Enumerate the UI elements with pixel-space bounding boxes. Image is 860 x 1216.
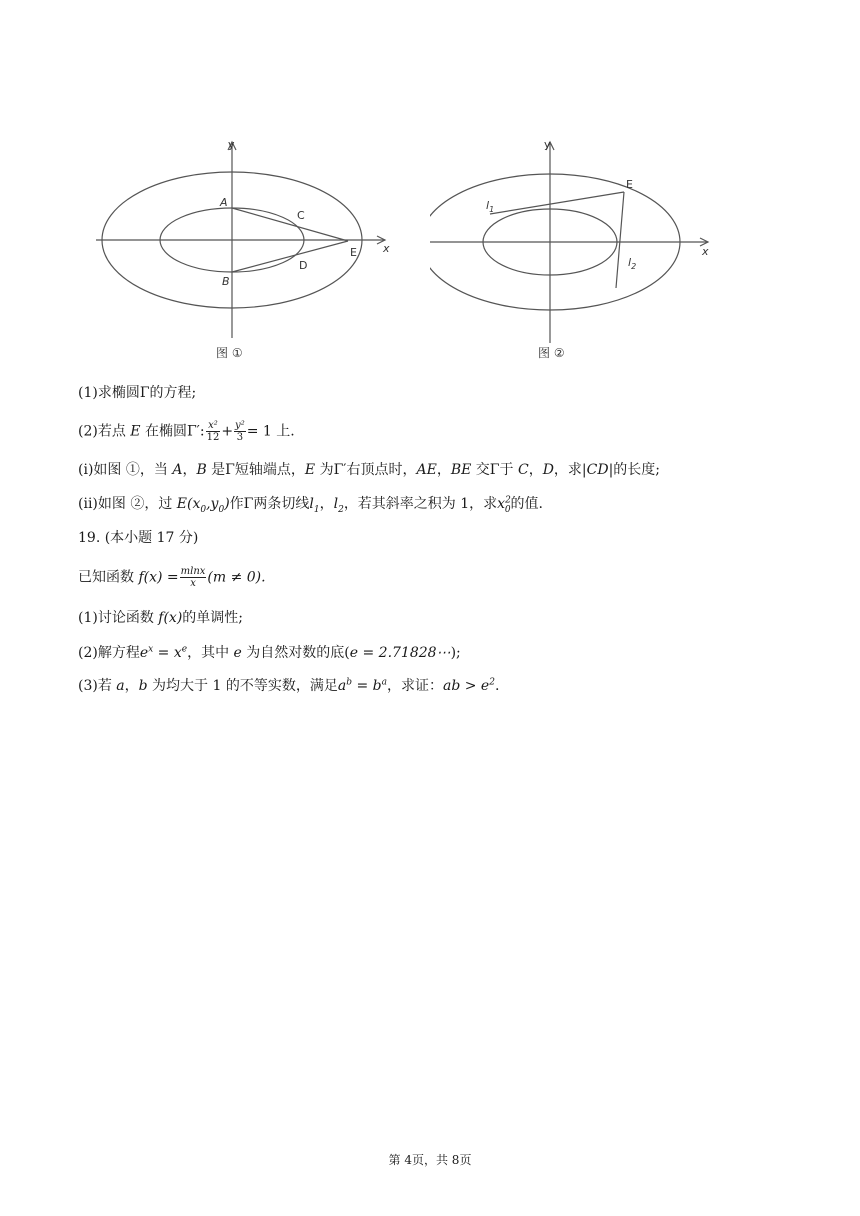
q18-part-ii: (ⅱ)如图 ②，过 $E(x_0,y_0)$作Γ两条切线$l_1$，$l_2$，若其斜率之积为 1，求$x^2_0$的值. [78, 495, 543, 515]
fig1-E-label: E [350, 246, 357, 259]
page-footer: 第 4页，共 8页 [388, 1153, 472, 1167]
line-BE [232, 241, 348, 272]
fig2-y-label: y [544, 138, 551, 151]
fig1-y-label: y [228, 138, 235, 151]
fig1-D-label: D [299, 259, 308, 272]
q19-title: 19. (本小题 17 分) [78, 530, 199, 546]
line-AE [232, 208, 348, 241]
q19-part2: (2)解方程$e^x = x^e$，其中 e 为自然对数的底(e = 2.71828⋯); [78, 644, 461, 661]
fig2-l1-label: $l_1$ [486, 199, 495, 214]
q19-part3: (3)若 a，b 为均大于 1 的不等实数，满足$a^b = b^a$，求证：ab > $e^2$. [78, 677, 500, 694]
fig2-x-label: x [702, 245, 709, 258]
fig1-A-label: A [220, 196, 228, 209]
tangent-l1 [490, 192, 624, 214]
q18-part1: (1)求椭圆Γ的方程; [78, 385, 197, 401]
figure-1 [90, 138, 400, 368]
figure-2 [430, 138, 720, 368]
q19-part1: (1)讨论函数 f(x)的单调性; [78, 610, 244, 626]
fig1-B-label: B [222, 275, 230, 288]
fig1-caption: 图 ① [216, 346, 243, 360]
q18-part-i: (ⅰ)如图 ①，当 A，B 是Γ短轴端点，E 为Γ′右顶点时，AE，BE 交Γ于 C，D，求|CD|的长度; [78, 462, 661, 478]
fig2-l2-label: $l_2$ [628, 256, 637, 271]
q18-part2: (2)若点 E 在椭圆Γ′: $\frac{\text{x²}}{12}$ + $\frac{\text{y²}}{3}$ = 1 上. [78, 420, 295, 443]
fig1-C-label: C [297, 209, 305, 222]
q19-given: 已知函数 f(x) = $\frac{mlnx}{x}$ (m ≠ 0). [78, 566, 266, 589]
fig2-caption: 图 ② [538, 346, 565, 360]
fig1-x-label: x [383, 242, 390, 255]
fig2-E-label: E [626, 178, 633, 191]
